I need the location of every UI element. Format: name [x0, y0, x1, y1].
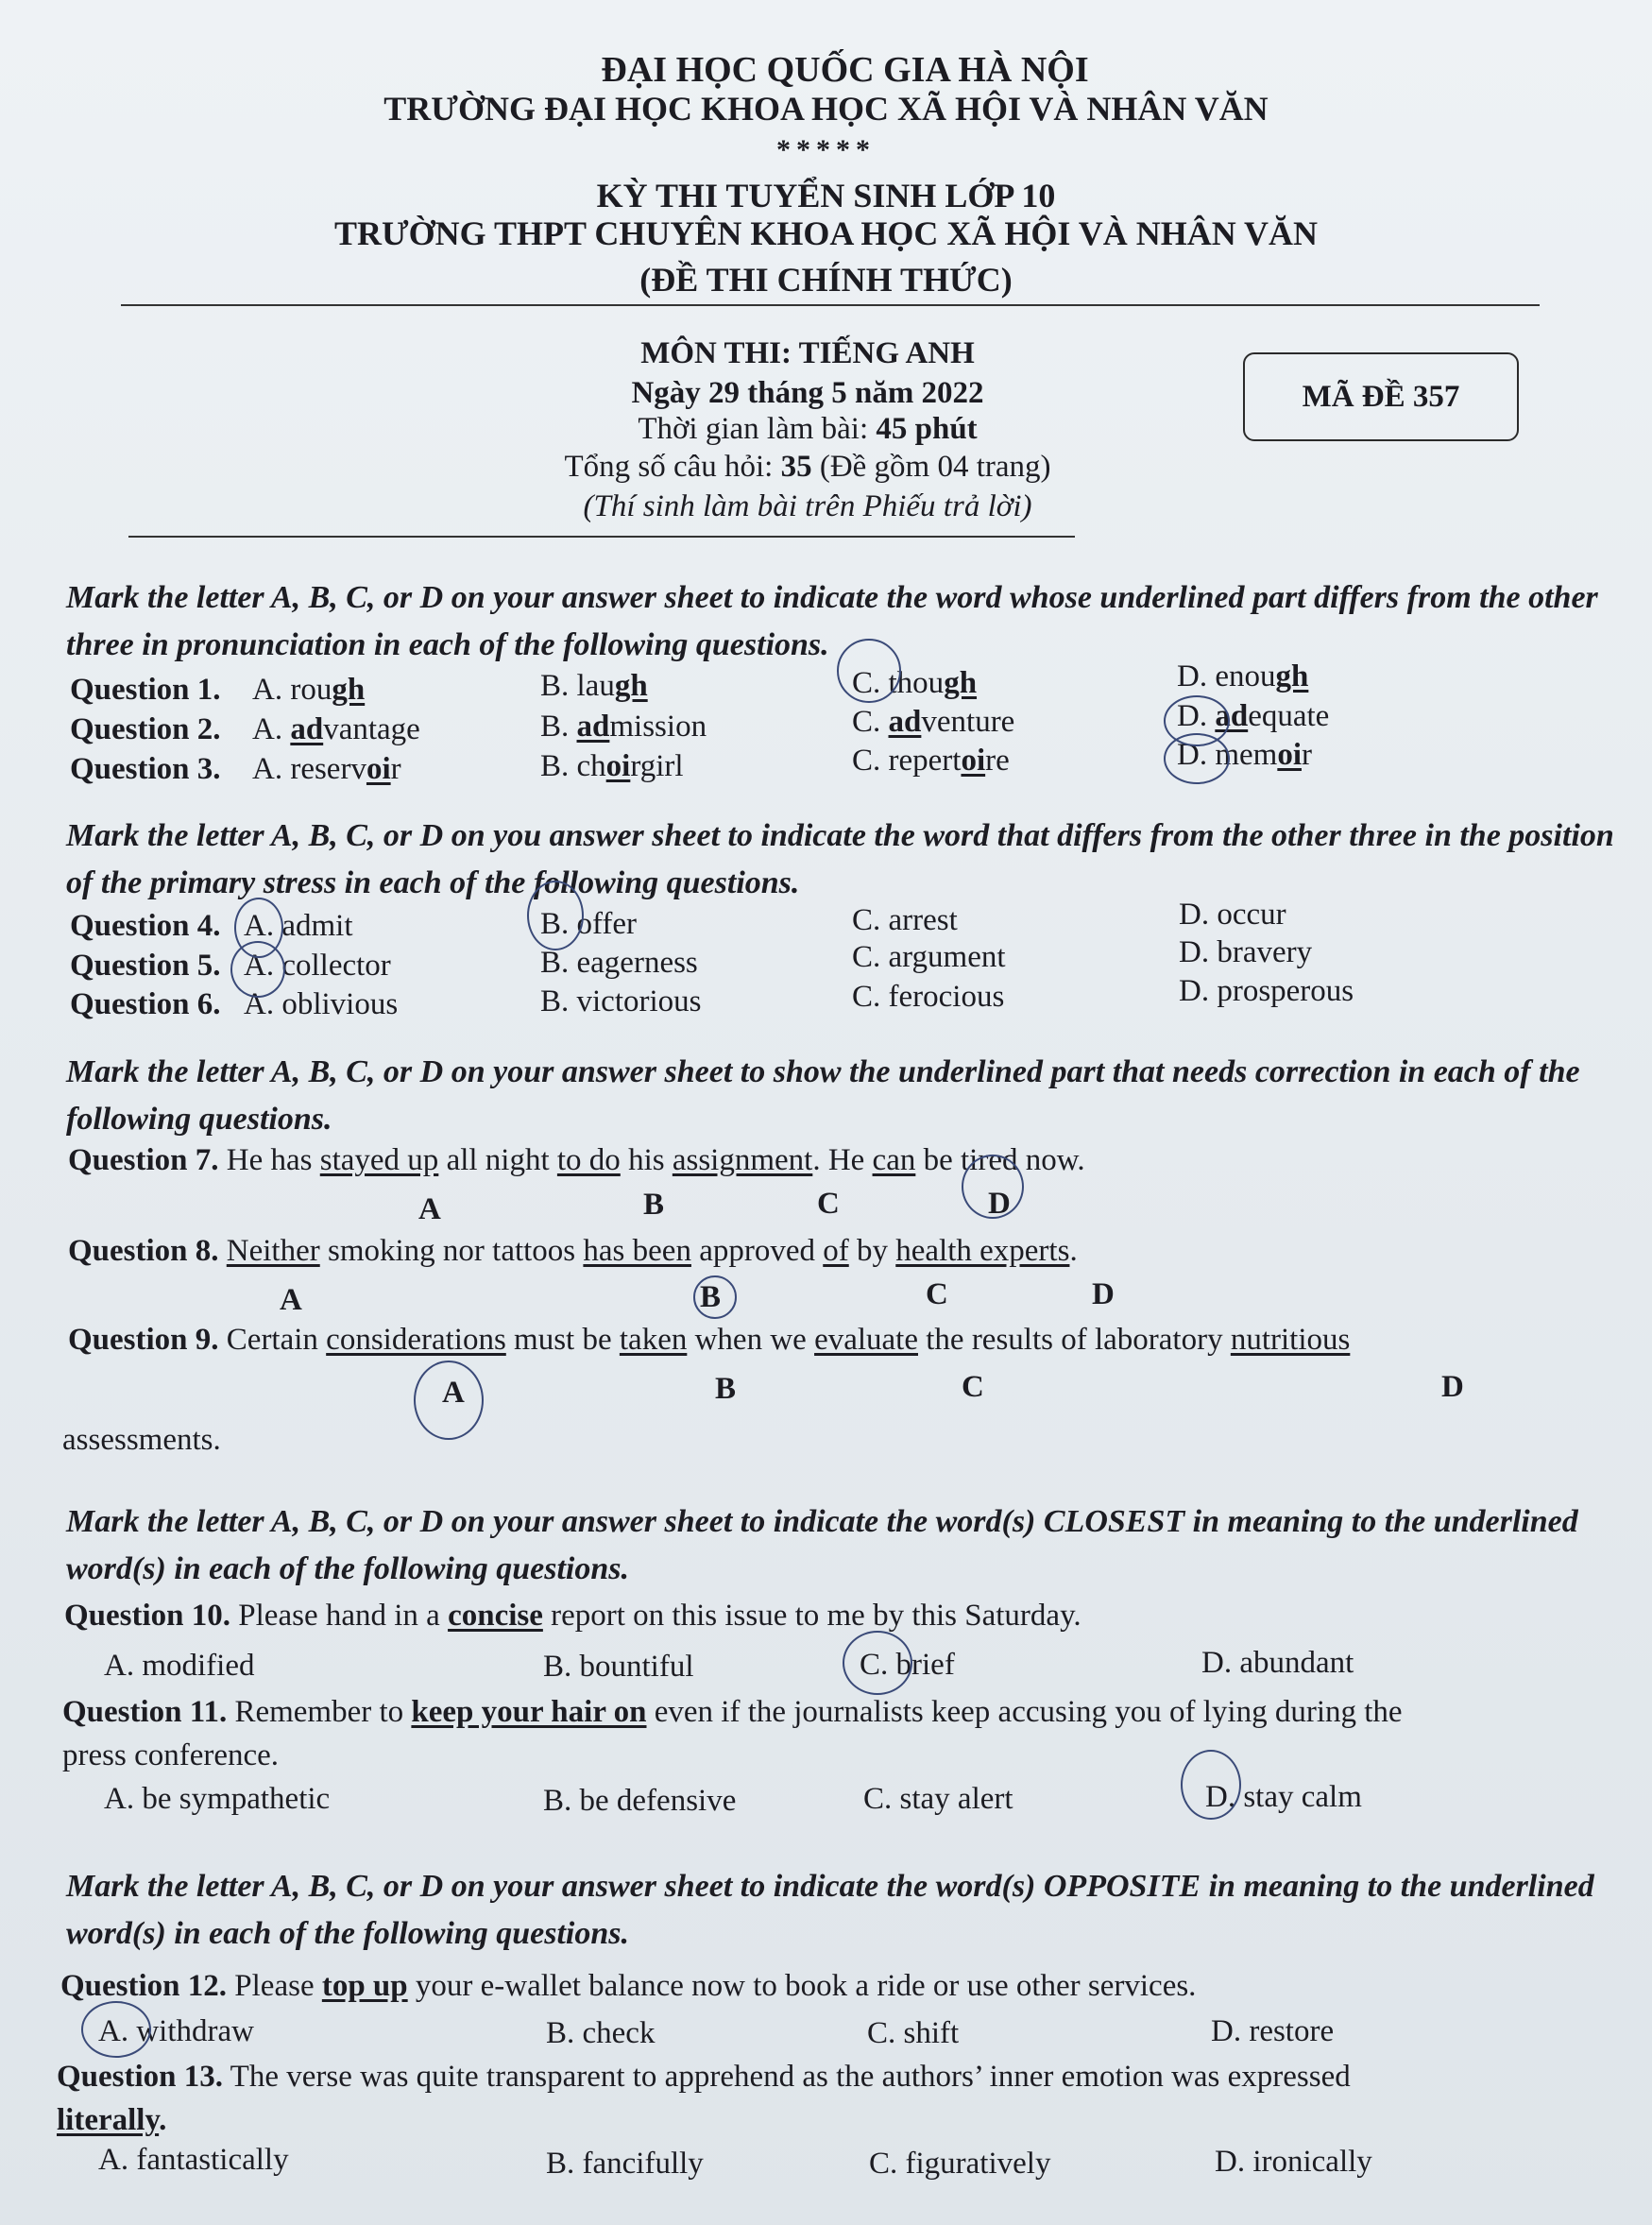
option-b-label[interactable]: B	[715, 1372, 737, 1406]
subject-line: MÔN THI: TIẾNG ANH	[640, 336, 975, 370]
option-d[interactable]: D. abundant	[1201, 1646, 1354, 1680]
question-9-continued: assessments.	[62, 1423, 221, 1457]
option-c[interactable]: C. though	[852, 666, 978, 700]
option-c[interactable]: C. argument	[852, 940, 1006, 974]
instruction-stress: Mark the letter A, B, C, or D on you answer sheet to indicate the word that differs from the other three in the position of the primary stress in each of the following questions.	[66, 818, 1614, 900]
option-b[interactable]: B. victorious	[540, 984, 702, 1018]
option-c[interactable]: C. adventure	[852, 705, 1015, 739]
question-8: Question 8. Neither smoking nor tattoos has been approved of by health experts.	[68, 1234, 1078, 1268]
duration-line: Thời gian làm bài: 45 phút	[638, 412, 978, 446]
question-9: Question 9. Certain considerations must be taken when we evaluate the results of laboratory nutritious	[68, 1323, 1351, 1357]
option-c[interactable]: C. stay alert	[863, 1782, 1013, 1816]
university-title: ĐẠI HỌC QUỐC GIA HÀ NỘI	[601, 50, 1089, 90]
option-a[interactable]: A. reservoir	[252, 752, 401, 786]
option-d[interactable]: D. bravery	[1179, 935, 1313, 969]
exam-code-box: MÃ ĐỀ 357	[1243, 352, 1519, 441]
option-a[interactable]: A. admit	[244, 909, 353, 943]
instruction-opposite: Mark the letter A, B, C, or D on your answer sheet to indicate the word(s) OPPOSITE in meaning to the underlined word(s) in each of the following questions.	[66, 1869, 1594, 1951]
option-b[interactable]: B. be defensive	[543, 1784, 737, 1818]
option-d[interactable]: D. ironically	[1215, 2145, 1372, 2179]
question-label: Question 5.	[70, 949, 221, 983]
option-d-label[interactable]: D	[1441, 1370, 1464, 1404]
question-13: Question 13. The verse was quite transparent to apprehend as the authors’ inner emotion was expressed	[57, 2060, 1351, 2094]
option-c[interactable]: C. brief	[860, 1648, 955, 1682]
school-title: TRƯỜNG ĐẠI HỌC KHOA HỌC XÃ HỘI VÀ NHÂN VĂN	[383, 90, 1269, 128]
option-b-label[interactable]: B	[700, 1280, 722, 1314]
question-12: Question 12. Please top up your e-wallet balance now to book a ride or use other services.	[60, 1969, 1197, 2003]
option-c[interactable]: C. ferocious	[852, 980, 1005, 1014]
option-b[interactable]: B. admission	[540, 710, 707, 744]
stars-divider: *****	[776, 134, 876, 165]
question-label: Question 4.	[70, 909, 221, 943]
instruction-correction: Mark the letter A, B, C, or D on your answer sheet to show the underlined part that needs correction in each of the following questions.	[66, 1054, 1580, 1137]
option-c[interactable]: C. repertoire	[852, 744, 1010, 778]
option-d[interactable]: D. adequate	[1177, 699, 1330, 733]
question-label: Question 3.	[70, 752, 221, 786]
option-b[interactable]: B. offer	[540, 907, 638, 941]
option-c-label[interactable]: C	[926, 1277, 948, 1311]
official-label: (ĐỀ THI CHÍNH THỨC)	[639, 261, 1013, 299]
option-b[interactable]: B. fancifully	[546, 2147, 704, 2181]
option-d[interactable]: D. prosperous	[1179, 974, 1354, 1008]
option-a[interactable]: A. modified	[104, 1649, 255, 1683]
option-d[interactable]: D. stay calm	[1205, 1780, 1362, 1814]
question-label: Question 6.	[70, 987, 221, 1021]
option-a-label[interactable]: A	[418, 1192, 441, 1226]
option-a[interactable]: A. fantastically	[98, 2143, 289, 2177]
question-7: Question 7. He has stayed up all night to do his assignment. He can be tired now.	[68, 1143, 1085, 1177]
option-c[interactable]: C. shift	[867, 2016, 960, 2050]
info-divider	[128, 536, 1075, 538]
option-c[interactable]: C. figuratively	[869, 2147, 1051, 2181]
option-c[interactable]: C. arrest	[852, 903, 958, 937]
option-d-label[interactable]: D	[988, 1187, 1011, 1221]
question-label: Question 2.	[70, 712, 221, 746]
option-d[interactable]: D. memoir	[1177, 738, 1312, 772]
option-d[interactable]: D. occur	[1179, 898, 1286, 932]
high-school-title: TRƯỜNG THPT CHUYÊN KHOA HỌC XÃ HỘI VÀ NHÂN VĂN	[333, 214, 1319, 252]
option-d[interactable]: D. enough	[1177, 659, 1309, 693]
option-a[interactable]: A. be sympathetic	[104, 1782, 331, 1816]
question-11-continued: press conference.	[62, 1738, 280, 1772]
option-a[interactable]: A. rough	[252, 673, 366, 707]
option-a[interactable]: A. advantage	[252, 712, 420, 746]
exam-title: KỲ THI TUYỂN SINH LỚP 10	[596, 177, 1056, 214]
question-13-continued: literally.	[57, 2103, 167, 2137]
option-a-label[interactable]: A	[280, 1283, 302, 1317]
option-c-label[interactable]: C	[817, 1187, 840, 1221]
instruction-pronunciation: Mark the letter A, B, C, or D on your answer sheet to indicate the word whose underlined part differs from the other three in pronunciation in each of the following questions.	[66, 580, 1598, 662]
option-b[interactable]: B. bountiful	[543, 1650, 694, 1684]
option-b[interactable]: B. check	[546, 2016, 656, 2050]
option-a[interactable]: A. withdraw	[98, 2014, 254, 2048]
option-d-label[interactable]: D	[1092, 1277, 1115, 1311]
question-11: Question 11. Remember to keep your hair on even if the journalists keep accusing you of lying during the	[62, 1695, 1403, 1729]
question-label: Question 1.	[70, 673, 221, 707]
option-b[interactable]: B. choirgirl	[540, 749, 684, 783]
header-divider	[121, 304, 1540, 306]
instruction-closest: Mark the letter A, B, C, or D on your answer sheet to indicate the word(s) CLOSEST in meaning to the underlined word(s) in each of the following questions.	[66, 1504, 1578, 1586]
answer-sheet-note: (Thí sinh làm bài trên Phiếu trả lời)	[583, 489, 1032, 523]
option-c-label[interactable]: C	[962, 1370, 984, 1404]
option-a[interactable]: A. collector	[244, 949, 391, 983]
total-questions-line: Tổng số câu hỏi: 35 (Đề gồm 04 trang)	[564, 450, 1051, 484]
option-a[interactable]: A. oblivious	[244, 987, 399, 1021]
date-line: Ngày 29 tháng 5 năm 2022	[631, 376, 984, 410]
option-b-label[interactable]: B	[643, 1188, 665, 1222]
option-b[interactable]: B. eagerness	[540, 946, 698, 980]
option-b[interactable]: B. laugh	[540, 669, 648, 703]
option-d[interactable]: D. restore	[1211, 2014, 1335, 2048]
option-a-label[interactable]: A	[442, 1376, 465, 1410]
question-10: Question 10. Please hand in a concise report on this issue to me by this Saturday.	[64, 1599, 1081, 1633]
